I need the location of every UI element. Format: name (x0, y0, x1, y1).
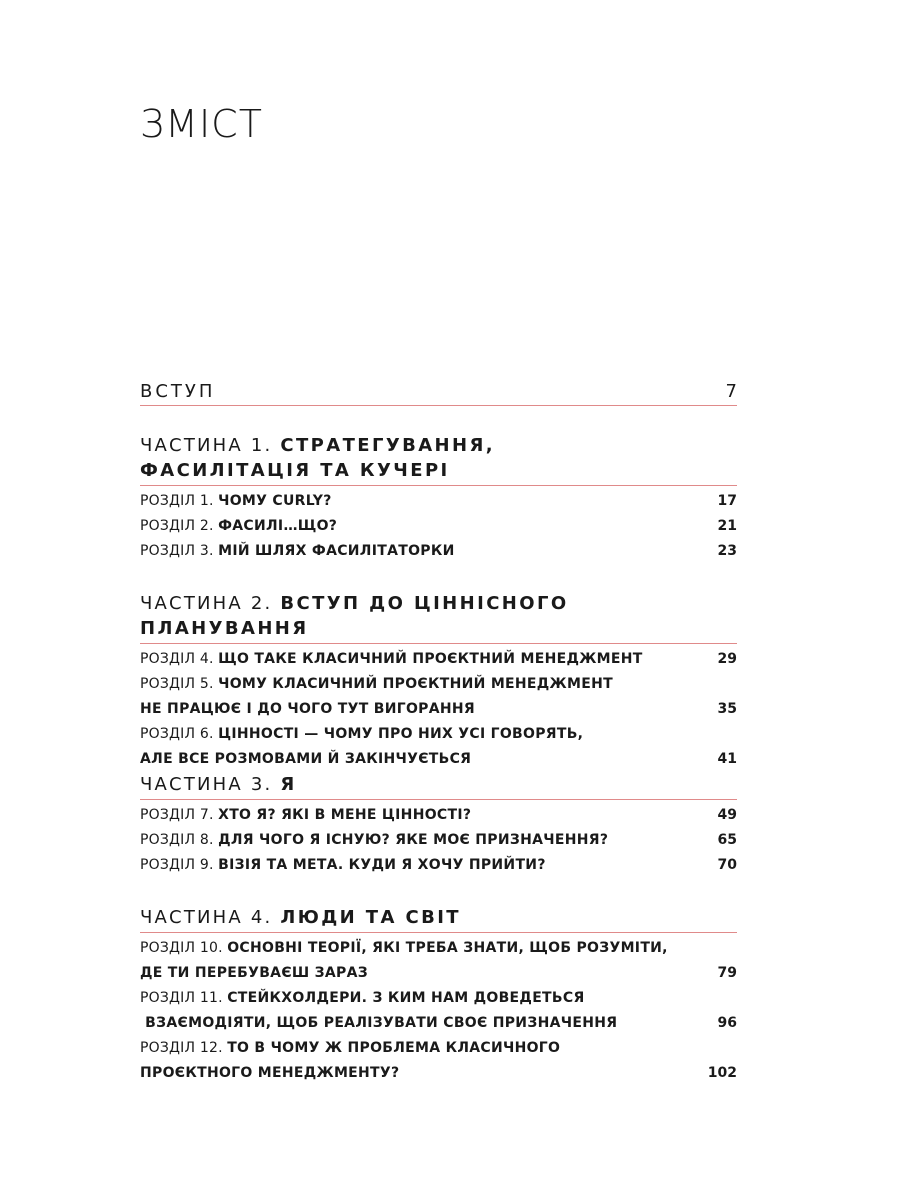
chapter-title-line2: НЕ ПРАЦЮЄ І ДО ЧОГО ТУТ ВИГОРАННЯ (140, 701, 475, 717)
chapter-title: ЩО ТАКЕ КЛАСИЧНИЙ ПРОЄКТНИЙ МЕНЕДЖМЕНТ (218, 651, 643, 667)
part-prefix: ЧАСТИНА 3. (140, 774, 273, 795)
part-heading (140, 433, 737, 486)
intro-label: ВСТУП (140, 381, 216, 402)
chapter-title: ФАСИЛІ…ЩО? (218, 518, 338, 534)
part-title: Я (280, 774, 297, 795)
chapter-prefix: РОЗДІЛ 9. (140, 857, 214, 873)
toc-part-1 (140, 433, 737, 564)
part-title: СТРАТЕГУВАННЯ, (280, 435, 495, 456)
chapter-page-number: 49 (717, 807, 737, 823)
toc-chapter-7[interactable] (140, 803, 737, 828)
chapter-prefix: РОЗДІЛ 3. (140, 543, 214, 559)
chapter-prefix: РОЗДІЛ 1. (140, 493, 214, 509)
chapter-prefix: РОЗДІЛ 2. (140, 518, 214, 534)
toc-chapter-6[interactable] (140, 722, 737, 772)
chapter-title: ТО В ЧОМУ Ж ПРОБЛЕМА КЛАСИЧНОГО (227, 1040, 561, 1056)
toc-part-4 (140, 905, 737, 1086)
chapter-title: ЧОМУ CURLY? (218, 493, 332, 509)
chapter-prefix: РОЗДІЛ 8. (140, 832, 214, 848)
chapter-prefix: РОЗДІЛ 11. (140, 990, 223, 1006)
chapter-page-number: 41 (717, 751, 737, 767)
chapter-prefix: РОЗДІЛ 12. (140, 1040, 223, 1056)
chapter-prefix: РОЗДІЛ 5. (140, 676, 214, 692)
chapter-page-number: 23 (717, 543, 737, 559)
part-title: ЛЮДИ ТА СВІТ (280, 907, 461, 928)
chapter-prefix: РОЗДІЛ 7. (140, 807, 214, 823)
part-heading (140, 772, 737, 800)
part-prefix: ЧАСТИНА 4. (140, 907, 273, 928)
chapter-title-line2: ПРОЄКТНОГО МЕНЕДЖМЕНТУ? (140, 1065, 400, 1081)
chapter-title-line2: ВЗАЄМОДІЯТИ, ЩОБ РЕАЛІЗУВАТИ СВОЄ ПРИЗНАЧЕННЯ (140, 1015, 618, 1031)
part-title: ВСТУП ДО ЦІННІСНОГО ПЛАНУВАННЯ (140, 593, 569, 639)
page-title: ЗМІСТ (140, 102, 263, 146)
intro-page-number: 7 (725, 381, 737, 402)
toc-part-2 (140, 591, 737, 772)
toc-chapter-8[interactable] (140, 828, 737, 853)
toc-chapter-9[interactable] (140, 853, 737, 878)
chapter-page-number: 79 (717, 965, 737, 981)
toc-chapter-4[interactable] (140, 647, 737, 672)
toc-chapter-2[interactable] (140, 514, 737, 539)
part-prefix: ЧАСТИНА 1. (140, 435, 273, 456)
part-heading (140, 905, 737, 933)
chapter-page-number: 17 (717, 493, 737, 509)
chapter-page-number: 102 (707, 1065, 737, 1081)
toc-chapter-11[interactable] (140, 986, 737, 1036)
toc-part-3 (140, 772, 737, 878)
part-title-line2: ФАСИЛІТАЦІЯ ТА КУЧЕРІ (140, 460, 450, 481)
chapter-title: ДЛЯ ЧОГО Я ІСНУЮ? ЯКЕ МОЄ ПРИЗНАЧЕННЯ? (218, 832, 609, 848)
chapter-title: ЦІННОСТІ — ЧОМУ ПРО НИХ УСІ ГОВОРЯТЬ, (218, 726, 584, 742)
chapter-page-number: 21 (717, 518, 737, 534)
chapter-title-line2: ДЕ ТИ ПЕРЕБУВАЄШ ЗАРАЗ (140, 965, 368, 981)
chapter-page-number: 65 (717, 832, 737, 848)
part-prefix: ЧАСТИНА 2. (140, 593, 273, 614)
chapter-page-number: 96 (717, 1015, 737, 1031)
chapter-title: ВІЗІЯ ТА МЕТА. КУДИ Я ХОЧУ ПРИЙТИ? (218, 857, 546, 873)
toc-entry-intro[interactable] (140, 381, 737, 406)
chapter-prefix: РОЗДІЛ 10. (140, 940, 223, 956)
chapter-title: МІЙ ШЛЯХ ФАСИЛІТАТОРКИ (218, 543, 455, 559)
chapter-title: ЧОМУ КЛАСИЧНИЙ ПРОЄКТНИЙ МЕНЕДЖМЕНТ (218, 676, 613, 692)
toc-chapter-3[interactable] (140, 539, 737, 564)
chapter-prefix: РОЗДІЛ 6. (140, 726, 214, 742)
chapter-title: ХТО Я? ЯКІ В МЕНЕ ЦІННОСТІ? (218, 807, 472, 823)
toc-chapter-12[interactable] (140, 1036, 737, 1086)
chapter-title: ОСНОВНІ ТЕОРІЇ, ЯКІ ТРЕБА ЗНАТИ, ЩОБ РОЗУМІТИ, (227, 940, 668, 956)
toc-chapter-1[interactable] (140, 489, 737, 514)
toc-chapter-5[interactable] (140, 672, 737, 722)
chapter-title: СТЕЙКХОЛДЕРИ. З КИМ НАМ ДОВЕДЕТЬСЯ (227, 990, 585, 1006)
chapter-title-line2: АЛЕ ВСЕ РОЗМОВАМИ Й ЗАКІНЧУЄТЬСЯ (140, 751, 472, 767)
chapter-page-number: 70 (717, 857, 737, 873)
part-heading (140, 591, 737, 644)
chapter-prefix: РОЗДІЛ 4. (140, 651, 214, 667)
chapter-page-number: 29 (717, 651, 737, 667)
chapter-page-number: 35 (717, 701, 737, 717)
toc-chapter-10[interactable] (140, 936, 737, 986)
